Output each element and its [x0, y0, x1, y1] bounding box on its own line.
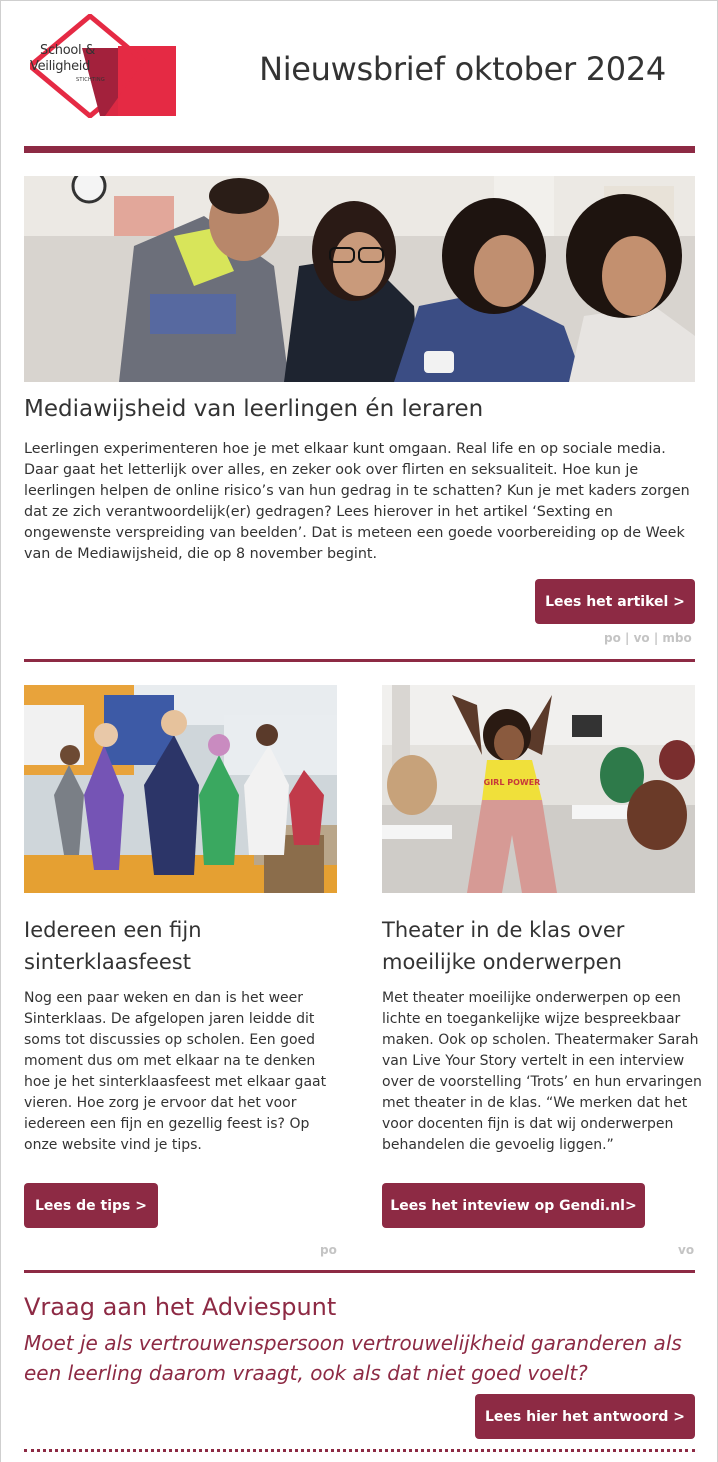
- article1-audience-tags: po | vo | mbo: [604, 631, 692, 645]
- logo-text-line2: Veiligheid: [30, 59, 91, 74]
- logo-text-line1: School &: [40, 43, 96, 58]
- header-divider: [24, 146, 695, 153]
- article2-heading: Iedereen een fijn sinterklaasfeest: [24, 918, 202, 974]
- article3-photo[interactable]: [382, 685, 695, 893]
- article1-photo[interactable]: [24, 176, 695, 382]
- read-tips-button[interactable]: Lees de tips >: [24, 1183, 158, 1228]
- article3-shirt-text: GIRL POWER: [483, 778, 541, 787]
- article1-body: Leerlingen experimenteren hoe je met elkaar kunt omgaan. Real life en op sociale media. Daar gaat het letterlijk over alles, en zeker ook over flirten en seksualiteit. Hoe kun je leerlingen helpen de online risico’s van hun gedrag in te schatten? Kun je met kaders zorgen dat ze zich verantwoordelijk(er) gedragen? Lees hierover in het artikel ‘Sexting en ongewenste verspreiding van beelden’. Dat is meteen een goede voorbereiding op de Week van de Mediawijsheid, die op 8 november begint.: [24, 441, 690, 562]
- read-interview-button[interactable]: Lees het inteview op Gendi.nl>: [382, 1183, 645, 1228]
- article3-heading: Theater in de klas over moeilijke onderwerpen: [382, 918, 625, 974]
- logo-text-line3: STICHTING: [76, 77, 105, 83]
- article2-audience-tags: po: [320, 1243, 337, 1257]
- footer-dotted-divider: [24, 1449, 695, 1452]
- newsletter-title: Nieuwsbrief oktober 2024: [259, 50, 666, 88]
- section-divider-1: [24, 659, 695, 662]
- school-veiligheid-logo[interactable]: [30, 14, 178, 118]
- section-divider-2: [24, 1270, 695, 1273]
- article2-photo[interactable]: [24, 685, 337, 893]
- advice-question: Moet je als vertrouwenspersoon vertrouwelijkheid garanderen als een leerling daarom vraagt, ook als dat niet goed voelt?: [24, 1331, 682, 1385]
- read-answer-button[interactable]: Lees hier het antwoord >: [475, 1394, 695, 1439]
- article2-body: Nog een paar weken en dan is het weer Sinterklaas. De afgelopen jaren leidde dit soms tot discussies op scholen. Een goed moment dus om met elkaar na te denken hoe je het sinterklaasfeest met elkaar gaat vieren. Hoe zorg je ervoor dat het voor iedereen een fijn en gezellig feest is? Op onze website vind je tips.: [24, 990, 327, 1153]
- article3-audience-tags: vo: [678, 1243, 695, 1257]
- article3-body: Met theater moeilijke onderwerpen op een lichte en toegankelijke wijze bespreekbaar maken. Ook op scholen. Theatermaker Sarah van Live Your Story vertelt in een interview over de voorstelling ‘Trots’ en hun ervaringen met theater in de klas. “We merken dat het voor docenten fijn is dat wij onderwerpen behandelen die gevoelig liggen.”: [382, 990, 702, 1153]
- read-article-button[interactable]: Lees het artikel >: [535, 579, 695, 624]
- article1-heading: Mediawijsheid van leerlingen én leraren: [24, 396, 484, 422]
- advice-title: Vraag aan het Adviespunt: [24, 1293, 337, 1321]
